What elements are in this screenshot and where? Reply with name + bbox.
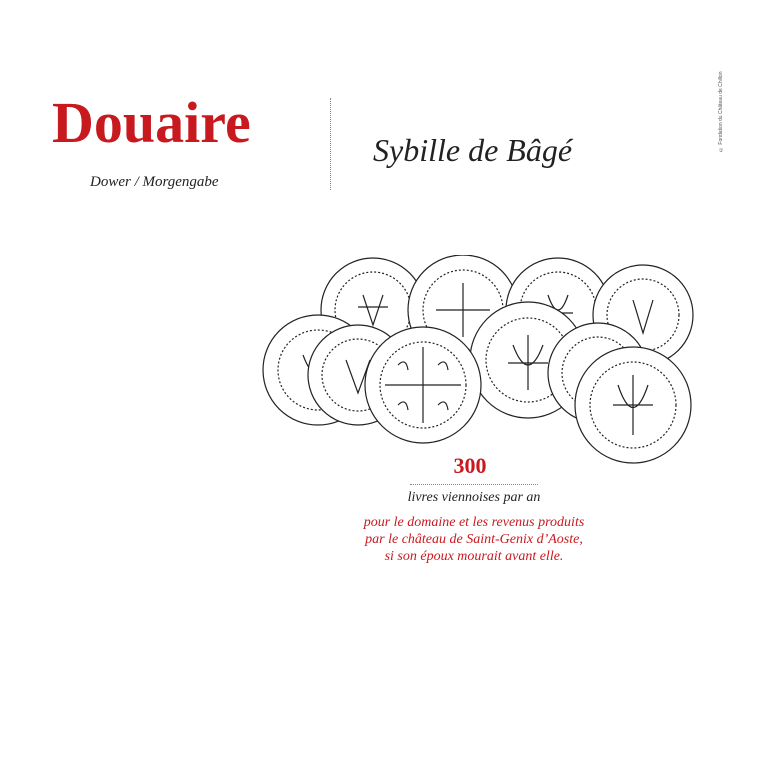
coin-icon (365, 327, 481, 443)
dower-description (330, 514, 618, 565)
amount-divider (410, 484, 538, 485)
description-line: pour le domaine et les revenus produits (363, 515, 585, 530)
coin-icon (575, 347, 691, 463)
page-title: Douaire (52, 90, 251, 155)
description-line: si son époux mourait avant elle. (384, 549, 564, 564)
page-subtitle: Dower / Morgengabe (90, 174, 219, 190)
person-name: Sybille de Bâgé (373, 132, 573, 168)
coin-pile-icon (258, 255, 698, 465)
photo-credit: © Fondation du Château de Chillon (718, 71, 724, 152)
description-line: par le château de Saint-Genix d’Aoste, (365, 532, 583, 547)
header-divider (330, 98, 331, 190)
dower-amount: 300 (453, 453, 487, 478)
amount-unit: livres viennoises par an (407, 490, 541, 505)
